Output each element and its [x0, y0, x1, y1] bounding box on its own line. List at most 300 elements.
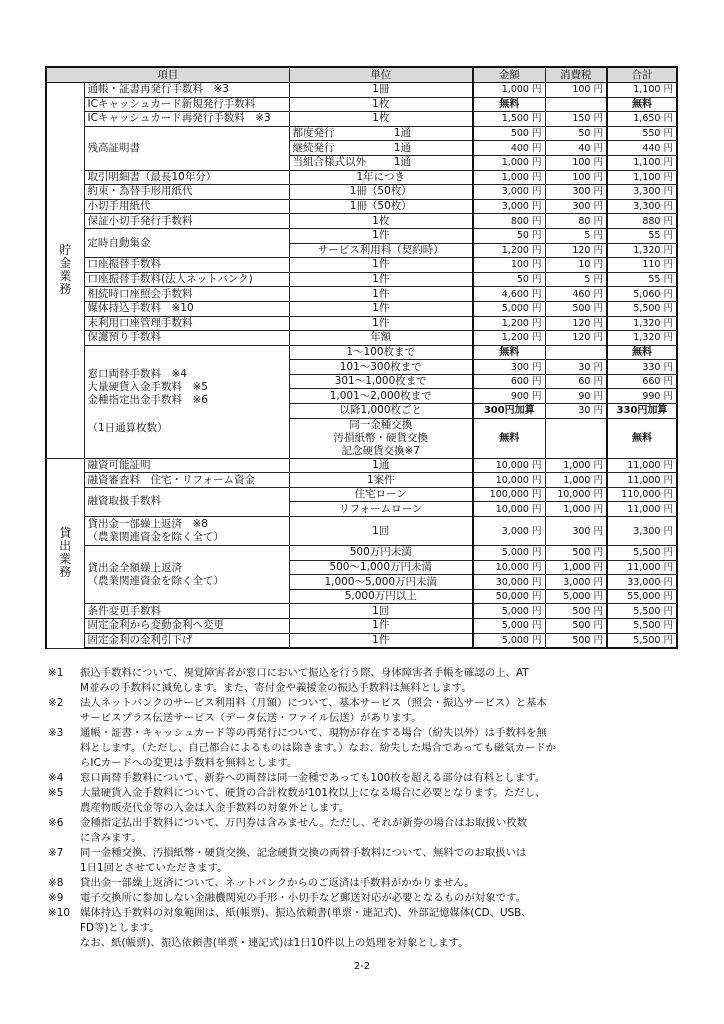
fee-cell — [607, 97, 677, 112]
footnote-line: サービスプラス伝送サービス（データ伝送・ファイル伝送）があります。 — [80, 712, 422, 724]
fee-unit: 1回 — [289, 517, 473, 546]
fee-cell — [545, 258, 607, 273]
yen-unit: 円 — [593, 288, 603, 300]
fee-value: 90 — [578, 390, 591, 402]
fee-value: 80 — [578, 215, 591, 227]
footnote-mark: ※10 — [48, 907, 70, 919]
fee-value: 1,320 — [633, 244, 661, 256]
fee-cell — [545, 170, 607, 185]
fee-cell — [473, 487, 545, 502]
fee-unit: 1回 — [289, 604, 473, 619]
fee-value: 500 — [572, 605, 591, 617]
yen-unit: 円 — [663, 361, 673, 373]
yen-unit: 円 — [663, 634, 673, 646]
fee-value: 11,000 — [627, 459, 661, 471]
fee-item: 固定金利から変動金利へ変更 — [84, 619, 289, 634]
fee-value: 無料 — [632, 98, 652, 110]
fee-cell — [545, 589, 607, 604]
yen-unit: 円 — [663, 259, 673, 271]
footnote — [48, 906, 678, 951]
fee-unit: 以降1,000枚ごと — [289, 404, 473, 419]
fee-unit: 1冊（50枚） — [289, 199, 473, 214]
fee-item-line — [88, 407, 286, 422]
fee-value: 500 — [572, 303, 591, 315]
yen-unit: 円 — [531, 317, 542, 329]
fee-cell — [545, 272, 607, 287]
fee-cell — [607, 316, 677, 331]
fee-cell — [545, 316, 607, 331]
footnote-text — [80, 726, 678, 771]
fee-value: 1,650 — [633, 113, 661, 125]
fee-cell — [473, 155, 545, 170]
fee-unit: 年額 — [289, 331, 473, 346]
fee-unit — [289, 141, 473, 156]
footnote-line: M並みの手数料に減免します。また、寄付金や義援金の振込手数料は無料とします。 — [80, 682, 472, 694]
fee-cell — [545, 575, 607, 590]
table-row — [46, 633, 677, 648]
yen-unit: 円 — [663, 376, 673, 388]
footnote-text — [80, 846, 678, 876]
yen-unit: 円 — [593, 128, 603, 140]
fee-value: 100 — [572, 157, 591, 169]
yen-unit: 円 — [663, 244, 673, 256]
fee-unit: 1件 — [289, 228, 473, 243]
fee-cell — [473, 97, 545, 112]
fee-cell — [607, 214, 677, 229]
fee-item-line: （農業関連資金を除く全て） — [87, 574, 224, 587]
table-row — [46, 97, 677, 112]
fee-cell — [473, 560, 545, 575]
yen-unit: 円 — [593, 561, 603, 573]
fee-cell — [473, 418, 545, 458]
fee-unit: 301～1,000枚まで — [289, 374, 473, 389]
fee-cell — [607, 331, 677, 346]
fee-value: 30 — [578, 361, 591, 373]
footnote-line: 媒体持込手数料の対象範囲は、紙(帳票)、振込依頼書(単票・連記式)、外部記憶媒体(CD、USB、 — [80, 907, 532, 919]
fee-value: 1,000 — [501, 171, 529, 183]
fee-value: 400 — [510, 142, 529, 154]
fee-cell — [607, 502, 677, 517]
yen-unit: 円 — [531, 332, 542, 344]
fee-cell — [545, 418, 607, 458]
yen-unit: 円 — [663, 128, 673, 140]
fee-value: 3,000 — [501, 525, 529, 537]
fee-value: 無料 — [632, 346, 652, 358]
yen-unit: 円 — [531, 259, 542, 271]
fee-value: 300 — [572, 186, 591, 198]
category-char: 務 — [59, 282, 72, 297]
fee-cell — [473, 604, 545, 619]
fee-value: 55,000 — [627, 591, 661, 603]
yen-unit: 円 — [531, 561, 542, 573]
fee-table — [45, 66, 678, 649]
fee-unit-line: 同一金種交換 — [349, 418, 413, 431]
fee-cell — [473, 575, 545, 590]
yen-unit: 円 — [593, 113, 603, 125]
category-char: 出 — [59, 539, 72, 554]
fee-value: 120 — [572, 244, 591, 256]
fee-value: 1,320 — [633, 332, 661, 344]
category-char: 業 — [59, 269, 72, 284]
fee-item-line: 窓口両替手数料 ※4 — [87, 368, 187, 381]
footnote-mark: ※7 — [48, 847, 64, 859]
fee-unit — [289, 126, 473, 141]
fee-value: 1,200 — [501, 317, 529, 329]
yen-unit: 円 — [593, 274, 603, 286]
fee-value: 5,500 — [633, 303, 661, 315]
table-row — [46, 272, 677, 287]
fee-value: 11,000 — [627, 561, 661, 573]
yen-unit: 円 — [663, 390, 673, 402]
fee-cell — [473, 301, 545, 316]
fee-value: 1,100 — [633, 84, 661, 96]
fee-cell — [545, 619, 607, 634]
yen-unit: 円 — [531, 591, 542, 603]
fee-cell — [607, 155, 677, 170]
fee-unit: 1,000～5,000万円未満 — [289, 575, 473, 590]
fee-table-body — [46, 83, 677, 649]
yen-unit: 円 — [531, 547, 542, 559]
yen-unit: 円 — [663, 215, 673, 227]
fee-unit: 1枚 — [289, 112, 473, 127]
table-row — [46, 287, 677, 302]
footnote-mark: ※9 — [48, 892, 64, 904]
fee-value: 460 — [572, 288, 591, 300]
yen-unit: 円 — [593, 244, 603, 256]
fee-cell — [607, 199, 677, 214]
fee-value: 300 — [510, 361, 529, 373]
fee-cell — [607, 272, 677, 287]
fee-item: 口座振替手数料(法人ネットバンク) — [84, 272, 289, 287]
fee-unit: 住宅ローン — [289, 487, 473, 502]
fee-cell — [473, 404, 545, 419]
fee-value: 330 — [642, 361, 661, 373]
table-row — [46, 214, 677, 229]
fee-cell — [473, 374, 545, 389]
yen-unit: 円 — [593, 634, 603, 646]
footnote — [48, 891, 678, 906]
fee-unit: 1件 — [289, 619, 473, 634]
fee-item: 残高証明書 — [84, 126, 289, 170]
fee-cell — [607, 287, 677, 302]
fee-cell — [607, 517, 677, 546]
yen-unit: 円 — [531, 376, 542, 388]
fee-cell — [607, 374, 677, 389]
yen-unit: 円 — [593, 230, 603, 242]
fee-unit-type: 継続発行 — [292, 141, 335, 154]
fee-cell — [545, 287, 607, 302]
fee-unit: 500～1,000万円未満 — [289, 560, 473, 575]
fee-cell — [473, 83, 545, 98]
footnote-line: 電子交換所に参加しない金融機関宛の手形・小切手など郵送対応が必要となるものが対象です。 — [80, 892, 526, 904]
fee-unit: 1年につき — [289, 170, 473, 185]
fee-cell — [607, 228, 677, 243]
fee-item: 融資取扱手数料 — [84, 487, 289, 516]
fee-value: 1,100 — [633, 157, 661, 169]
fee-unit: 1枚 — [289, 97, 473, 112]
yen-unit: 円 — [531, 303, 542, 315]
yen-unit: 円 — [663, 620, 673, 632]
yen-unit: 円 — [593, 605, 603, 617]
fee-value: 440 — [642, 142, 661, 154]
fee-value: 5,500 — [633, 605, 661, 617]
fee-cell — [607, 418, 677, 458]
fee-value: 5,500 — [633, 634, 661, 646]
fee-value: 11,000 — [627, 474, 661, 486]
yen-unit: 円 — [663, 332, 673, 344]
fee-unit: 1～100枚まで — [289, 345, 473, 360]
fee-value: 100 — [510, 259, 529, 271]
yen-unit: 円 — [593, 157, 603, 169]
category-char: 業 — [59, 552, 72, 567]
yen-unit: 円 — [593, 405, 603, 417]
fee-cell — [607, 619, 677, 634]
table-row — [46, 345, 677, 360]
table-row — [46, 185, 677, 200]
fee-unit-type: 都度発行 — [292, 127, 335, 140]
fee-cell — [545, 633, 607, 648]
yen-unit: 円 — [531, 620, 542, 632]
yen-unit: 円 — [663, 84, 673, 96]
yen-unit: 円 — [593, 459, 603, 471]
fee-item — [84, 345, 289, 458]
yen-unit: 円 — [663, 489, 673, 501]
fee-unit: リフォームローン — [289, 502, 473, 517]
fee-unit: 1件 — [289, 272, 473, 287]
fee-value: 900 — [510, 390, 529, 402]
footnote-text — [80, 876, 678, 891]
fee-cell — [473, 473, 545, 488]
fee-cell — [473, 112, 545, 127]
fee-cell — [545, 473, 607, 488]
footnote — [48, 846, 678, 876]
fee-item: 媒体持込手数料 ※10 — [84, 301, 289, 316]
table-row — [46, 316, 677, 331]
yen-unit: 円 — [531, 186, 542, 198]
fee-cell — [545, 112, 607, 127]
fee-value: 5,000 — [501, 620, 529, 632]
fee-unit — [289, 418, 473, 458]
fee-unit — [289, 155, 473, 170]
fee-value: 50 — [516, 274, 529, 286]
yen-unit: 円 — [531, 244, 542, 256]
fee-value: 5,060 — [633, 288, 661, 300]
page-number: 2-2 — [353, 961, 371, 972]
footnote — [48, 666, 678, 696]
yen-unit: 円 — [663, 561, 673, 573]
fee-value: 40 — [578, 142, 591, 154]
footnote — [48, 696, 678, 726]
fee-value: 300 — [572, 201, 591, 213]
yen-unit: 円 — [663, 157, 673, 169]
footnote-line: らICカードへの変更は手数料を無料とします。 — [80, 757, 298, 769]
fee-item: 口座振替手数料 — [84, 258, 289, 273]
table-row — [46, 199, 677, 214]
fee-cell — [607, 487, 677, 502]
fee-cell — [545, 214, 607, 229]
fee-value: 1,100 — [633, 171, 661, 183]
yen-unit: 円 — [593, 525, 603, 537]
table-row — [46, 228, 677, 243]
table-row — [46, 170, 677, 185]
yen-unit: 円 — [593, 259, 603, 271]
fee-cell — [607, 360, 677, 375]
fee-cell — [607, 458, 677, 473]
fee-cell — [545, 301, 607, 316]
fee-cell — [473, 228, 545, 243]
fee-value: 120 — [572, 332, 591, 344]
fee-item-line: 大量硬貨入金手数料 ※5 — [87, 381, 208, 394]
fee-cell — [473, 345, 545, 360]
footnote-line: 農産物販売代金等の入金は入金手数料の対象外とします。 — [80, 802, 350, 814]
yen-unit: 円 — [593, 332, 603, 344]
yen-unit: 円 — [663, 274, 673, 286]
yen-unit: 円 — [593, 361, 603, 373]
fee-item: 定時自動集金 — [84, 228, 289, 257]
yen-unit: 円 — [531, 503, 542, 515]
fee-value: 4,600 — [501, 288, 529, 300]
fee-unit: 1枚 — [289, 214, 473, 229]
fee-value: 3,300 — [633, 201, 661, 213]
footnote-line: なお、紙(帳票)、振込依頼書(単票・連記式)は1日10件以上の処理を対象とします。 — [80, 937, 469, 949]
header-amount: 金額 — [473, 67, 545, 83]
yen-unit: 円 — [531, 489, 542, 501]
fee-unit: 1冊 — [289, 83, 473, 98]
fee-item: 相続時口座照会手数料 — [84, 287, 289, 302]
fee-value: 10,000 — [557, 489, 591, 501]
fee-cell — [473, 170, 545, 185]
yen-unit: 円 — [593, 84, 603, 96]
fee-value: 1,000 — [501, 84, 529, 96]
fee-cell — [473, 360, 545, 375]
yen-unit: 円 — [593, 201, 603, 213]
table-row — [46, 473, 677, 488]
footnote-mark: ※3 — [48, 727, 64, 739]
fee-unit: 1,001～2,000枚まで — [289, 389, 473, 404]
header-tax: 消費税 — [545, 67, 607, 83]
fee-item-line: 貸出金一部繰上返済 ※8 — [87, 518, 208, 531]
yen-unit: 円 — [663, 113, 673, 125]
fee-cell — [545, 155, 607, 170]
fee-value: 500 — [572, 634, 591, 646]
fee-item: 約束・為替手形用紙代 — [84, 185, 289, 200]
yen-unit: 円 — [663, 171, 673, 183]
fee-unit-count: 1通 — [393, 127, 411, 140]
fee-value: 1,500 — [501, 113, 529, 125]
category-label — [46, 83, 84, 459]
table-row — [46, 517, 677, 546]
fee-cell — [545, 331, 607, 346]
fee-cell — [473, 331, 545, 346]
fee-value: 150 — [572, 113, 591, 125]
yen-unit: 円 — [663, 142, 673, 154]
yen-unit: 円 — [593, 591, 603, 603]
footnote — [48, 786, 678, 816]
fee-cell — [473, 633, 545, 648]
fee-value: 5,000 — [501, 605, 529, 617]
yen-unit: 円 — [663, 288, 673, 300]
fee-cell — [473, 185, 545, 200]
footnote-mark: ※5 — [48, 787, 64, 799]
fee-cell — [607, 170, 677, 185]
fee-cell — [607, 473, 677, 488]
yen-unit: 円 — [663, 317, 673, 329]
fee-item: 融資審査料 住宅・リフォーム資金 — [84, 473, 289, 488]
fee-unit: 1通 — [289, 458, 473, 473]
fee-cell — [545, 517, 607, 546]
fee-unit-line: 汚損紙幣・硬貨交換 — [333, 431, 428, 444]
fee-unit: 101～300枚まで — [289, 360, 473, 375]
yen-unit: 円 — [593, 215, 603, 227]
fee-cell — [545, 83, 607, 98]
fee-cell — [473, 517, 545, 546]
category-label — [46, 458, 84, 648]
yen-unit: 円 — [663, 474, 673, 486]
table-row — [46, 458, 677, 473]
fee-unit: 1件 — [289, 258, 473, 273]
footnote-text — [80, 696, 678, 726]
fee-item-line: 貸出金全額繰上返済 — [87, 561, 182, 574]
fee-value: 660 — [642, 376, 661, 388]
yen-unit: 円 — [531, 525, 542, 537]
fee-cell — [545, 502, 607, 517]
fee-value: 100 — [572, 171, 591, 183]
table-row — [46, 126, 677, 141]
fee-unit-type: 当組合様式以外 — [292, 156, 366, 169]
yen-unit: 円 — [593, 390, 603, 402]
footnote-line: 料とします。（ただし、自己都合によるものは除きます。）なお、紛失した場合であっても磁気カードか — [80, 742, 557, 754]
fee-value: 600 — [510, 376, 529, 388]
fee-value: 1,320 — [633, 317, 661, 329]
fee-cell — [607, 258, 677, 273]
fee-cell — [607, 560, 677, 575]
fee-value: 500 — [572, 547, 591, 559]
fee-value: 5 — [584, 274, 591, 286]
yen-unit: 円 — [663, 201, 673, 213]
fee-value: 500 — [510, 128, 529, 140]
header-unit: 単位 — [289, 67, 473, 83]
fee-cell — [607, 126, 677, 141]
category-char: 貯 — [59, 243, 72, 258]
fee-cell — [545, 374, 607, 389]
yen-unit: 円 — [531, 634, 542, 646]
yen-unit: 円 — [531, 274, 542, 286]
fee-value: 5,000 — [501, 547, 529, 559]
fee-item: 固定金利の金利引下げ — [84, 633, 289, 648]
fee-cell — [545, 97, 607, 112]
fee-value: 5,000 — [501, 634, 529, 646]
fee-value: 990 — [642, 390, 661, 402]
fee-cell — [607, 633, 677, 648]
fee-unit: 1件 — [289, 287, 473, 302]
table-row — [46, 487, 677, 502]
fee-item: 保護預り手数料 — [84, 331, 289, 346]
fee-cell — [473, 589, 545, 604]
footnote-text — [80, 816, 678, 846]
fee-value: 無料 — [499, 98, 520, 110]
fee-value: 120 — [572, 317, 591, 329]
fee-cell — [473, 546, 545, 561]
footnote-line: 振込手数料について、視覚障害者が窓口において振込を行う際、身体障害者手帳を確認の上、AT — [80, 667, 529, 679]
fee-value: 880 — [642, 215, 661, 227]
fee-value: 5,000 — [563, 591, 591, 603]
fee-value: 100,000 — [489, 489, 529, 501]
fee-cell — [545, 345, 607, 360]
fee-value: 55 — [648, 274, 661, 286]
footnote-text — [80, 786, 678, 816]
category-char: 貸 — [59, 526, 72, 541]
fee-cell — [473, 458, 545, 473]
